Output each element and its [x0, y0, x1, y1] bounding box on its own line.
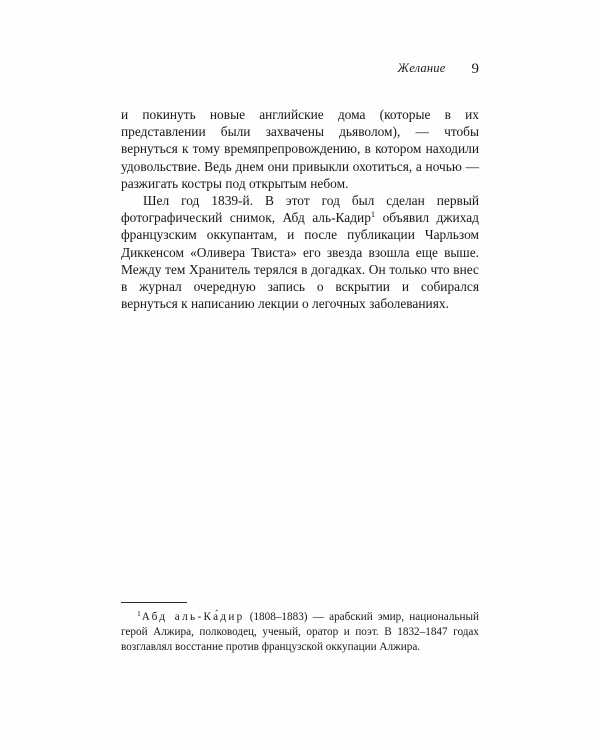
footnote-reference-marker[interactable]: 1 [370, 209, 376, 220]
footnote-area [121, 602, 479, 656]
running-head-title: Желание [397, 61, 446, 75]
footnote-entry [121, 610, 479, 656]
body-text-block [121, 106, 479, 312]
footnote-subject-name: Абд аль-Ка́дир [141, 611, 245, 623]
paragraph-2 [121, 192, 479, 312]
footnote-separator-rule [121, 602, 187, 603]
paragraph-1-text: и покинуть новые английские дома (которые в их представлении были захвачены дьяволом), — чтобы вернуться к тому времяпрепровождению, в котором находили удовольствие. Ведь днем они привыкли охотиться, а ночью — разжигать костры под открытым небом. [121, 107, 479, 191]
paragraph-2-text-before-footnote-ref: Шел год 1839-й. В этот год был сделан первый фотографический снимок, Абд аль-Кадир [121, 193, 479, 226]
footnote-body-text: (1808–1883) — арабский эмир, национальный герой Алжира, полководец, ученый, оратор и поэт. В 1832–1847 годах возглавлял восстание против французской оккупации Алжира. [121, 611, 480, 654]
footnote-number: 1 [137, 609, 141, 618]
paragraph-1 [121, 106, 479, 192]
page-number: 9 [471, 61, 479, 77]
running-head [121, 62, 479, 77]
paragraph-2-text-after-footnote-ref: объявил джихад французским оккупантам, и после публикации Чарльзом Диккенсом «Оливера Твиста» его звезда взошла еще выше. Между тем Хранитель терялся в догадках. Он только что внес в журнал очередную запись о вскрытии и собирался вернуться к написанию лекции о легочных заболеваниях. [121, 210, 479, 312]
